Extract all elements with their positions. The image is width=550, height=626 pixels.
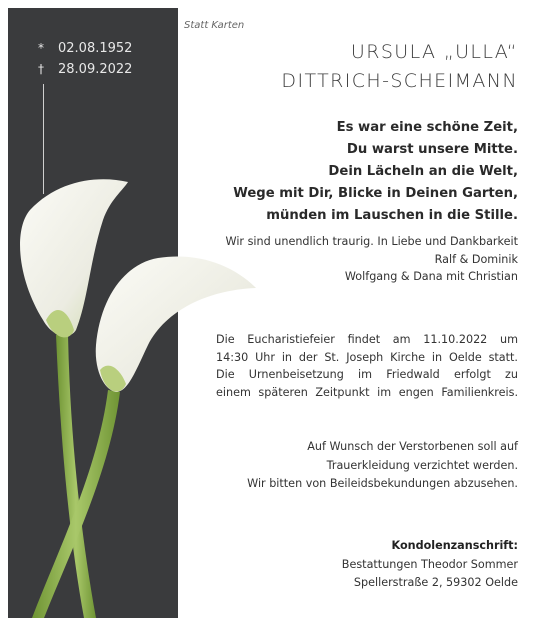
birth-star-icon: * [38,41,44,55]
mourner-names: Ralf & Dominik [434,252,518,266]
wish-line: Auf Wunsch der Verstorbenen soll auf [307,440,518,453]
deceased-name [281,38,518,96]
poem-line: Du warst unsere Mitte. [346,142,518,157]
death-cross-icon: † [38,62,44,76]
condolence-line: Bestattungen Theodor Sommer [341,557,518,571]
statt-karten-note: Statt Karten [184,20,245,31]
poem-line: münden im Lauschen in die Stille. [266,208,518,223]
condolence-heading: Kondolenzanschrift: [391,539,518,552]
birth-date-row [38,38,132,59]
poem-line: Dein Lächeln an die Welt, [328,164,518,179]
condolence-address [342,537,518,593]
birth-date: 02.08.1952 [58,41,133,56]
poem-line: Wege mit Dir, Blicke in Deinen Garten, [233,186,518,201]
mourners [226,233,519,286]
deceased-name-line1: URSULA „ULLA“ [350,41,518,63]
mourner-names: Wolfgang & Dana mit Christian [344,270,518,283]
mourners-intro: Wir sind unendlich traurig. In Liebe und Dankbarkeit [225,235,518,248]
deceased-name-line2: DITTRICH-SCHEIMANN [281,70,518,92]
poem-line: Es war eine schöne Zeit, [336,120,518,135]
service-line: 14:30 Uhr in der St. Joseph Kirche in Oelde statt. [216,350,518,364]
service-info [216,331,518,401]
condolence-line: Spellerstraße 2, 59302 Oelde [353,576,518,589]
service-line: Die Urnenbeisetzung im Friedwald erfolgt zu [216,368,518,381]
wish-line: Wir bitten von Beileidsbekundungen abzusehen. [247,477,518,490]
service-line: Die Eucharistiefeier findet am 11.10.2022 um [216,333,518,346]
death-date: 28.09.2022 [58,62,133,77]
wish-line: Trauerkleidung verzichtet werden. [326,458,518,472]
service-line: einem späteren Zeitpunkt im engen Familienkreis. [216,385,518,399]
poem [233,117,518,227]
wish-info [247,438,518,494]
death-date-row [38,59,132,80]
life-dates [38,38,132,80]
